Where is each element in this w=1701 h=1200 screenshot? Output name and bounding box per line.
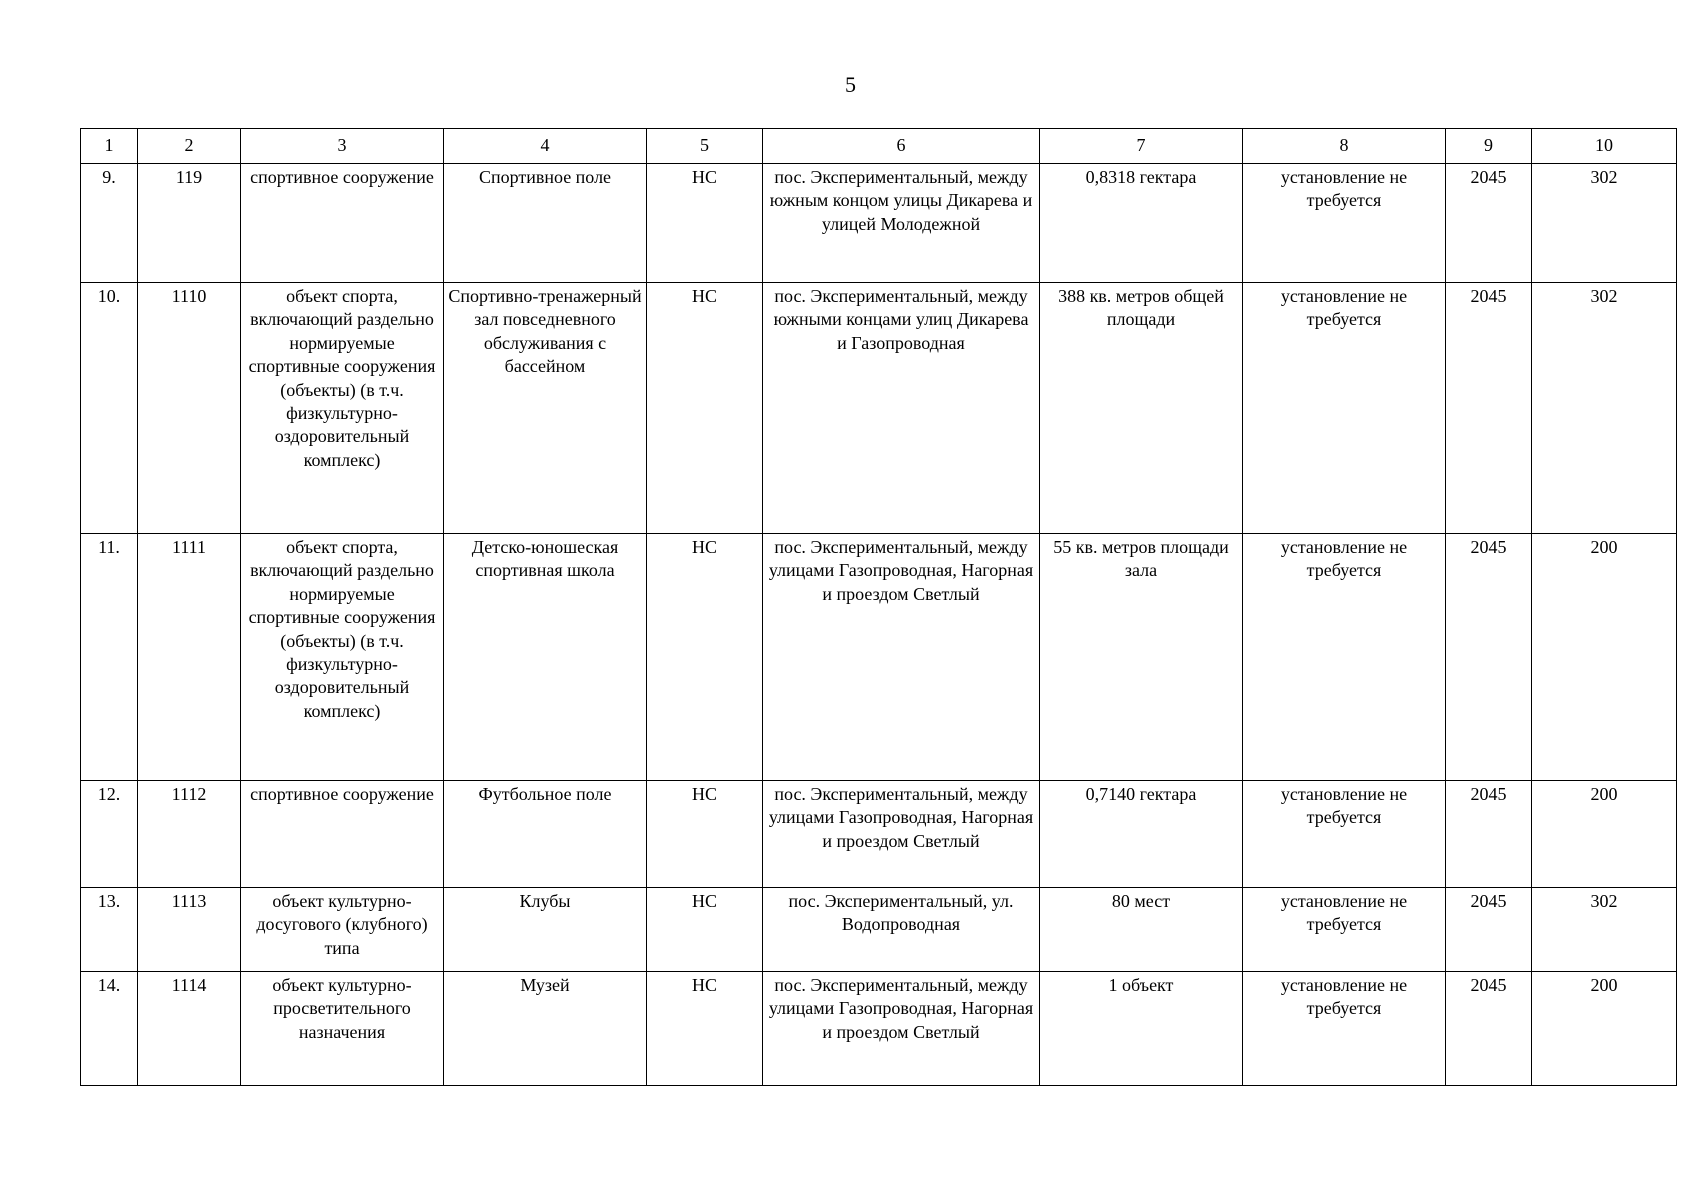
object-value: 302 — [1532, 164, 1677, 283]
object-year: 2045 — [1446, 534, 1532, 781]
object-type: объект спорта, включающий раздельно нормируемые спортивные сооружения (объекты) (в т.ч. физкультурно-оздоровительный комплекс) — [241, 534, 444, 781]
object-location: пос. Экспериментальный, между улицами Газопроводная, Нагорная и проездом Светлый — [763, 534, 1040, 781]
object-type: спортивное сооружение — [241, 164, 444, 283]
object-type: объект культурно-просветительного назначения — [241, 972, 444, 1086]
object-zone: установление не требуется — [1243, 164, 1446, 283]
object-capacity: 0,7140 гектара — [1040, 781, 1243, 888]
table-row — [81, 888, 1677, 972]
object-name: Клубы — [444, 888, 647, 972]
object-capacity: 1 объект — [1040, 972, 1243, 1086]
column-header: 3 — [241, 129, 444, 164]
object-type: объект спорта, включающий раздельно нормируемые спортивные сооружения (объекты) (в т.ч. физкультурно-оздоровительный комплекс) — [241, 283, 444, 534]
object-name: Музей — [444, 972, 647, 1086]
object-value: 200 — [1532, 534, 1677, 781]
object-location: пос. Экспериментальный, между южными концами улиц Дикарева и Газопроводная — [763, 283, 1040, 534]
object-code: 119 — [138, 164, 241, 283]
object-capacity: 0,8318 гектара — [1040, 164, 1243, 283]
object-zone: установление не требуется — [1243, 781, 1446, 888]
object-type: спортивное сооружение — [241, 781, 444, 888]
object-year: 2045 — [1446, 972, 1532, 1086]
row-number: 12. — [81, 781, 138, 888]
object-type: объект культурно-досугового (клубного) типа — [241, 888, 444, 972]
column-header: 1 — [81, 129, 138, 164]
object-capacity: 80 мест — [1040, 888, 1243, 972]
object-name: Детско-юношеская спортивная школа — [444, 534, 647, 781]
object-name: Спортивно-тренажерный зал повседневного обслуживания с бассейном — [444, 283, 647, 534]
column-header: 10 — [1532, 129, 1677, 164]
object-code: 1111 — [138, 534, 241, 781]
object-status: НС — [647, 888, 763, 972]
object-year: 2045 — [1446, 781, 1532, 888]
row-number: 13. — [81, 888, 138, 972]
object-status: НС — [647, 781, 763, 888]
column-header: 5 — [647, 129, 763, 164]
object-name: Спортивное поле — [444, 164, 647, 283]
object-code: 1114 — [138, 972, 241, 1086]
objects-table — [80, 128, 1677, 1086]
row-number: 11. — [81, 534, 138, 781]
object-year: 2045 — [1446, 283, 1532, 534]
column-header: 2 — [138, 129, 241, 164]
object-status: НС — [647, 164, 763, 283]
object-code: 1113 — [138, 888, 241, 972]
page-number: 5 — [845, 72, 856, 97]
column-header: 4 — [444, 129, 647, 164]
column-header: 9 — [1446, 129, 1532, 164]
row-number: 10. — [81, 283, 138, 534]
table-row — [81, 534, 1677, 781]
object-location: пос. Экспериментальный, между южным концом улицы Дикарева и улицей Молодежной — [763, 164, 1040, 283]
table-row — [81, 972, 1677, 1086]
object-location: пос. Экспериментальный, ул. Водопроводная — [763, 888, 1040, 972]
row-number: 14. — [81, 972, 138, 1086]
object-year: 2045 — [1446, 888, 1532, 972]
row-number: 9. — [81, 164, 138, 283]
object-location: пос. Экспериментальный, между улицами Газопроводная, Нагорная и проездом Светлый — [763, 781, 1040, 888]
object-code: 1110 — [138, 283, 241, 534]
object-year: 2045 — [1446, 164, 1532, 283]
object-value: 302 — [1532, 283, 1677, 534]
table-row — [81, 283, 1677, 534]
object-value: 200 — [1532, 972, 1677, 1086]
object-capacity: 55 кв. метров площади зала — [1040, 534, 1243, 781]
table-row — [81, 164, 1677, 283]
object-value: 200 — [1532, 781, 1677, 888]
column-header: 6 — [763, 129, 1040, 164]
object-code: 1112 — [138, 781, 241, 888]
object-status: НС — [647, 534, 763, 781]
object-location: пос. Экспериментальный, между улицами Газопроводная, Нагорная и проездом Светлый — [763, 972, 1040, 1086]
table-row — [81, 781, 1677, 888]
object-zone: установление не требуется — [1243, 534, 1446, 781]
object-status: НС — [647, 283, 763, 534]
object-name: Футбольное поле — [444, 781, 647, 888]
header-row — [81, 129, 1677, 164]
column-header: 8 — [1243, 129, 1446, 164]
object-zone: установление не требуется — [1243, 283, 1446, 534]
object-zone: установление не требуется — [1243, 972, 1446, 1086]
object-value: 302 — [1532, 888, 1677, 972]
column-header: 7 — [1040, 129, 1243, 164]
object-status: НС — [647, 972, 763, 1086]
object-zone: установление не требуется — [1243, 888, 1446, 972]
object-capacity: 388 кв. метров общей площади — [1040, 283, 1243, 534]
